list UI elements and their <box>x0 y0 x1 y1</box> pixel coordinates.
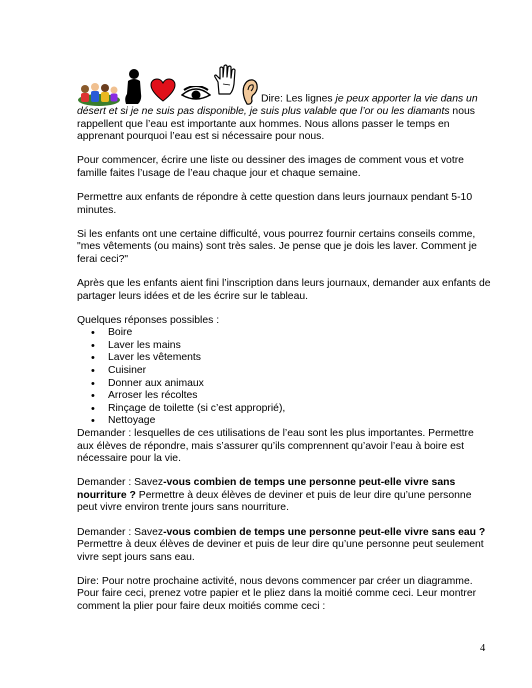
list-item: • Cuisiner <box>108 365 493 378</box>
list-intro: Quelques réponses possibles : <box>77 314 220 326</box>
hand-icon <box>213 64 239 96</box>
p6-prefix: Demander : Savez <box>77 477 164 489</box>
answers-block <box>77 315 493 428</box>
intro-suffix: nous rappellent que l’eau est importante aux hommes. Nous allons passer le temps en apprenant pourquoi l’eau est si nécessaire pour nous. <box>77 106 475 143</box>
paragraph-3: Si les enfants ont une certaine difficulté, vous pourrez fournir certains conseils comme, "mes vêtements (ou mains) sont très sales. Je pense que je dois les laver. Comment je ferai ceci?" <box>77 228 477 265</box>
paragraph-6 <box>77 477 493 515</box>
page-content <box>77 64 493 625</box>
eye-icon <box>181 86 211 104</box>
p7-question: -vous combien de temps une personne peut-elle vivre sans eau ? <box>163 526 486 538</box>
list-item: • Nettoyage <box>108 415 493 428</box>
paragraph-2: Permettre aux enfants de répondre à cette question dans leurs journaux pendant 5-10 minutes. <box>77 191 473 216</box>
list-item: • Laver les mains <box>108 340 493 353</box>
p7-prefix: Demander : Savez <box>77 526 164 538</box>
p6-question: -vous combien de temps une personne peut-elle vivre sans nourriture ? <box>77 477 456 501</box>
intro-prefix: Dire: Les lignes <box>261 93 336 105</box>
list-item: • Boire <box>108 327 493 340</box>
paragraph-1: Pour commencer, écrire une liste ou dessiner des images de comment vous et votre famille faites l’usage de l’eau chaque jour et chaque semaine. <box>77 155 464 179</box>
intro-paragraph <box>77 64 493 144</box>
list-item: • Donner aux animaux <box>108 378 493 391</box>
sense-icons <box>77 64 261 106</box>
people-group-icon <box>77 78 121 106</box>
paragraph-4: Après que les enfants aient fini l’inscription dans leurs journaux, demander aux enfants de partager leurs idées et de les écrire sur le tableau. <box>77 277 491 302</box>
p7-suffix: Permettre à deux élèves de deviner et puis de leur dire qu’une personne peut seulement vivre sept jours sans eau. <box>77 539 484 563</box>
p6-suffix: Permettre à deux élèves de deviner et puis de leur dire qu’une personne peut vivre environ trente jours sans nourriture. <box>77 489 472 514</box>
list-item: • Rinçage de toilette (si c’est approprié), <box>108 403 493 416</box>
paragraph-8: Dire: Pour notre prochaine activité, nous devons commencer par créer un diagramme. Pour faire ceci, prenez votre papier et le pliez dans la moitié comme ceci. Leur montrer comment la plier pour faire deux moitiés comme ceci : <box>77 575 477 612</box>
ear-icon <box>241 78 259 106</box>
list-item: • Arroser les récoltes <box>108 390 493 403</box>
heart-icon <box>150 78 176 102</box>
list-item: • Laver les vêtements <box>108 352 493 365</box>
paragraph-7 <box>77 527 493 565</box>
page-number: 4 <box>480 643 486 654</box>
answers-list <box>77 327 493 428</box>
intro-italic-quote: je peux apporter la vie dans un désert et si je ne suis pas disponible, je suis plus valable que l’or ou les diamants <box>77 93 478 117</box>
paragraph-5: Demander : lesquelles de ces utilisations de l’eau sont les plus importantes. Permettre aux élèves de répondre, mais s’assurer qu’ils comprennent qu’avoir l’eau à boire est nécessaire pour la vie. <box>77 427 474 465</box>
kneeling-person-icon <box>123 68 145 106</box>
